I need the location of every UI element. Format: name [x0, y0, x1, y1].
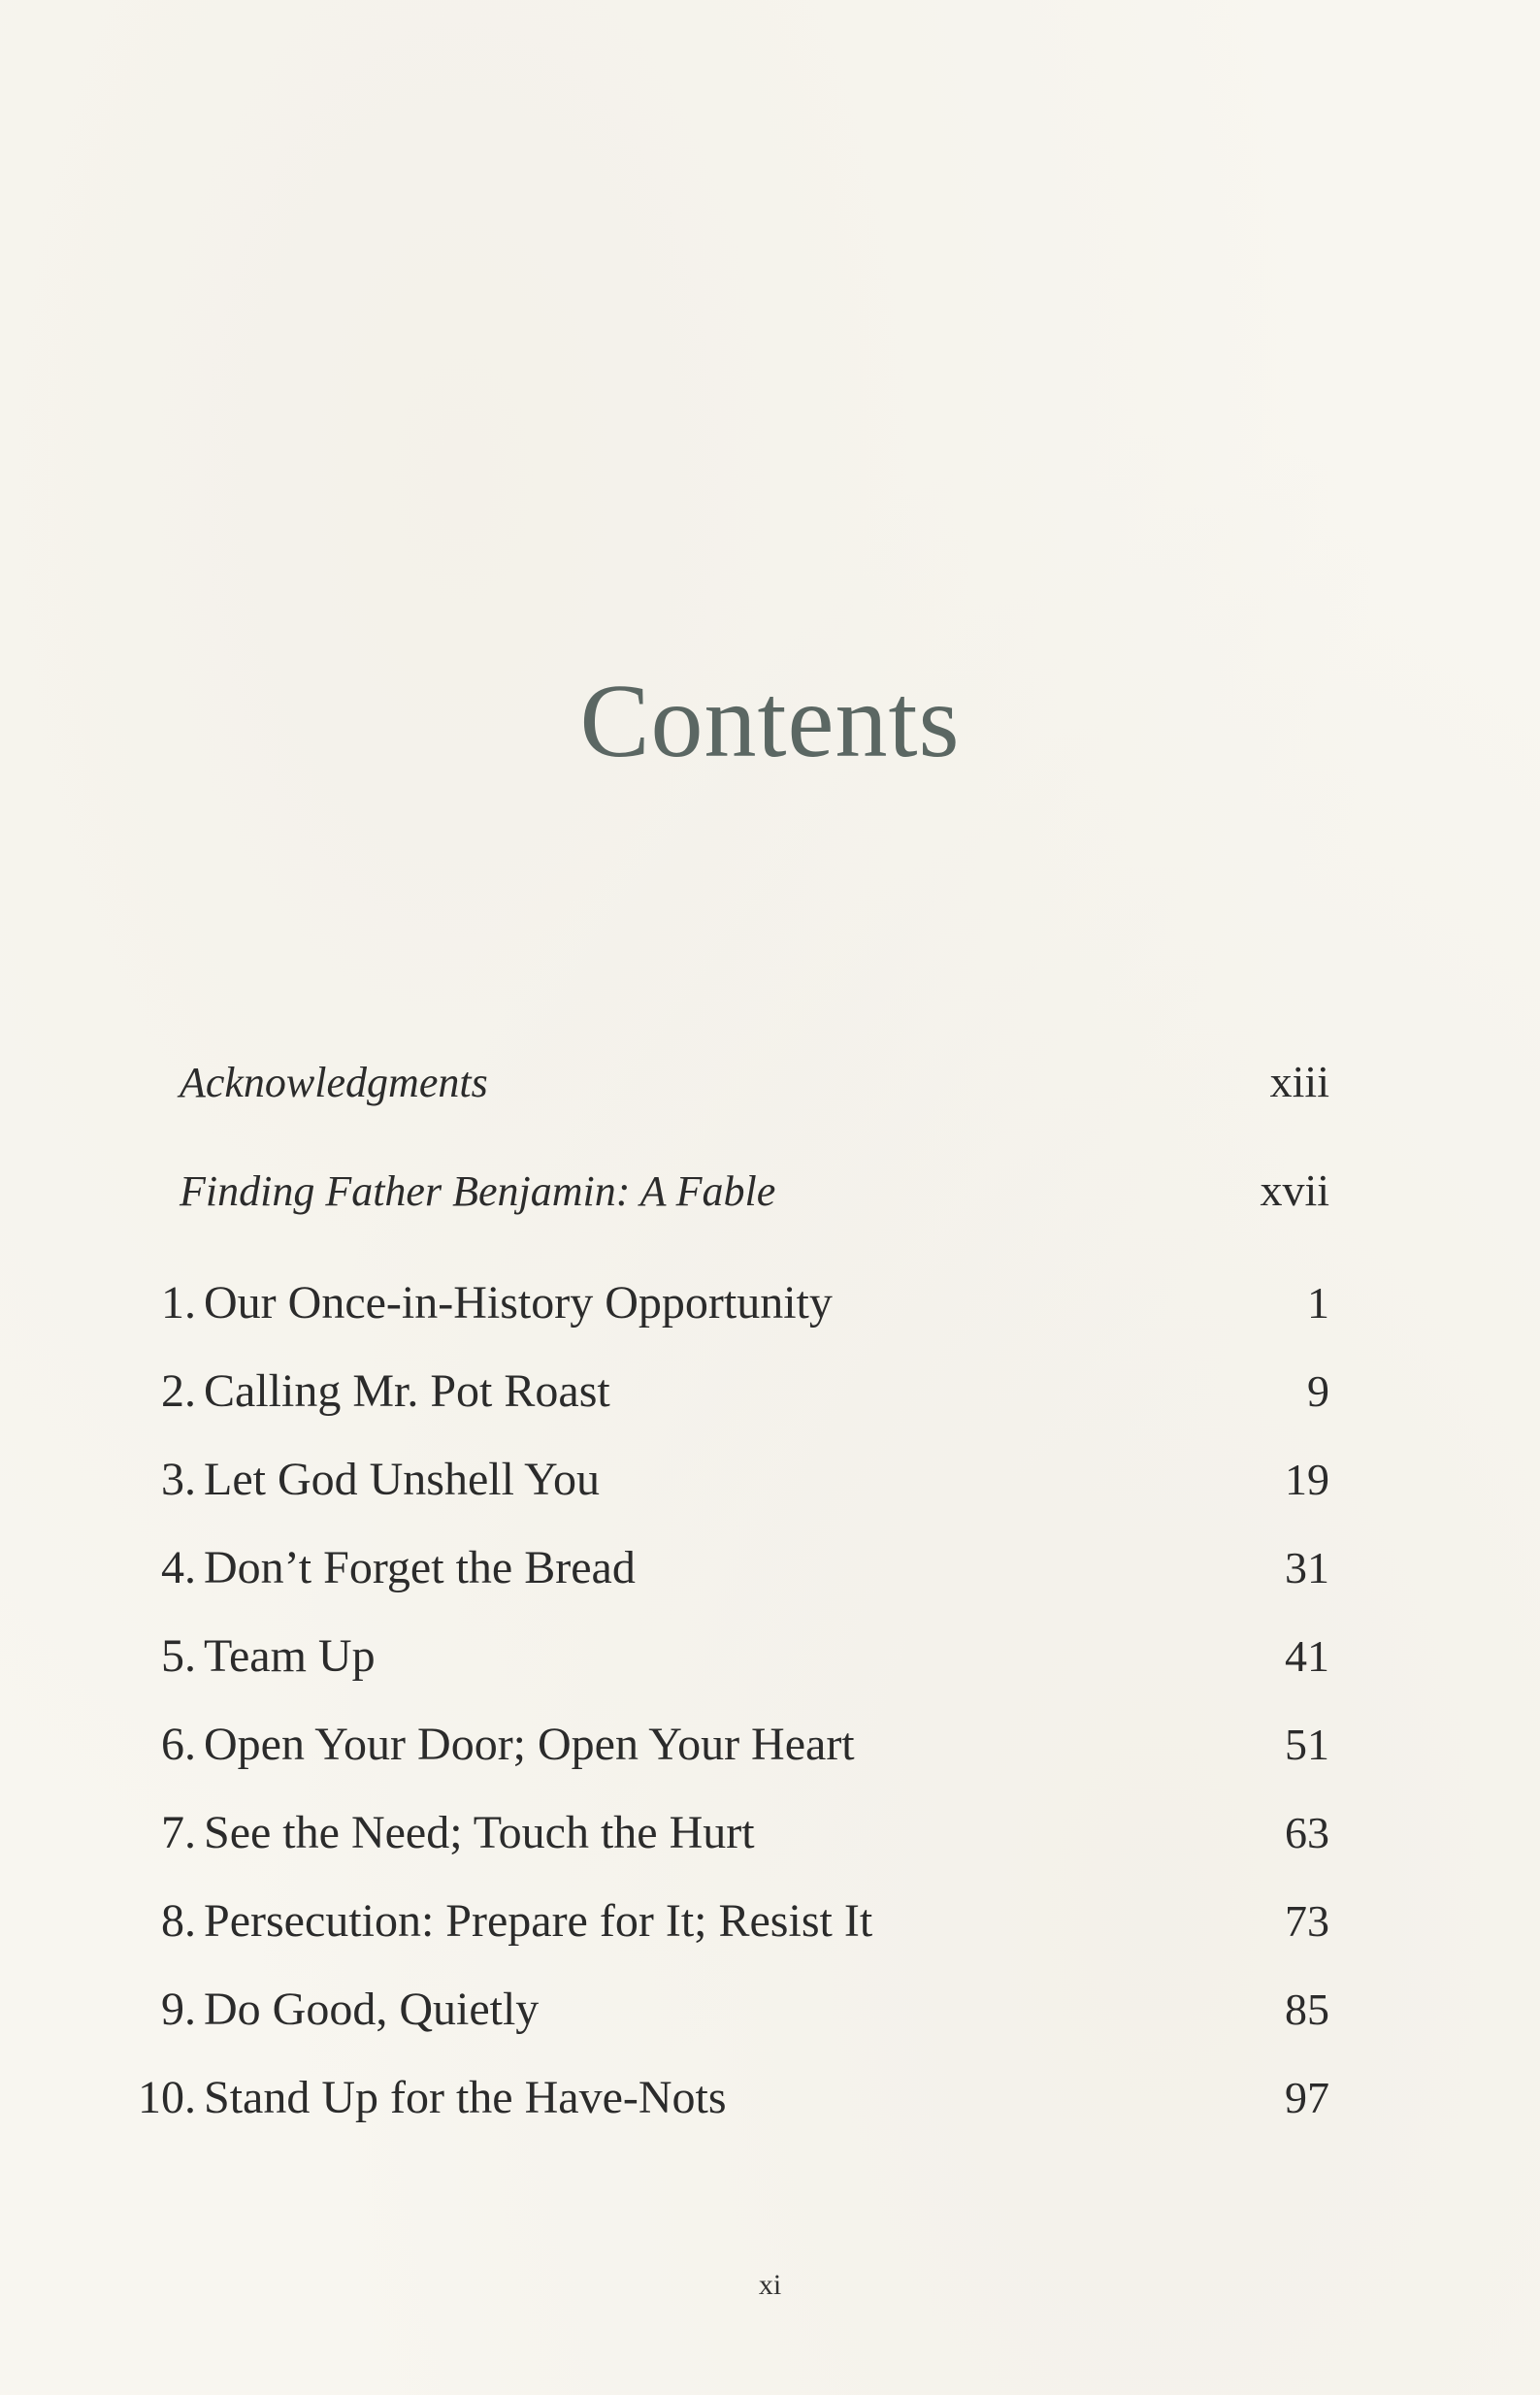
toc-chapter-number: 1. — [161, 1277, 196, 1329]
toc-entry-page: 41 — [1285, 1631, 1329, 1681]
toc-entry-chapter-9[interactable] — [126, 1981, 1329, 2039]
toc-chapter-number: 6. — [161, 1719, 196, 1770]
toc-entry-acknowledgments[interactable] — [180, 1053, 1329, 1111]
toc-entry-chapter-4[interactable] — [126, 1539, 1329, 1597]
toc-entry-label: Do Good, Quietly — [204, 1984, 540, 2035]
toc-entry-label: Open Your Door; Open Your Heart — [204, 1719, 855, 1770]
toc-entry-page: 9 — [1307, 1366, 1329, 1416]
toc-entry-fable[interactable] — [180, 1162, 1329, 1220]
toc-entry-page: 19 — [1285, 1455, 1329, 1504]
toc-entry-page: xiii — [1269, 1057, 1329, 1106]
toc-entry-page: 97 — [1285, 2073, 1329, 2122]
toc-entry-chapter-6[interactable] — [126, 1716, 1329, 1774]
page-title: Contents — [579, 664, 961, 779]
page-folio: xi — [758, 2269, 782, 2301]
toc-entry-chapter-10[interactable] — [126, 2069, 1329, 2127]
toc-chapter-number: 4. — [161, 1542, 196, 1593]
toc-entry-label: Persecution: Prepare for It; Resist It — [204, 1895, 873, 1947]
toc-chapter-number: 9. — [161, 1984, 196, 2035]
toc-entry-page: xvii — [1260, 1165, 1329, 1215]
toc-chapter-number: 8. — [161, 1895, 196, 1947]
toc-entry-page: 1 — [1307, 1278, 1329, 1328]
toc-entry-label: Calling Mr. Pot Roast — [204, 1365, 610, 1417]
toc-entry-label: See the Need; Touch the Hurt — [204, 1807, 755, 1858]
toc-chapter-number: 5. — [161, 1630, 196, 1682]
toc-entry-label: Finding Father Benjamin: A Fable — [180, 1167, 776, 1215]
toc-chapter-number: 2. — [161, 1365, 196, 1417]
toc-entry-page: 85 — [1285, 1985, 1329, 2034]
toc-entry-label: Team Up — [204, 1630, 376, 1682]
toc-entry-page: 73 — [1285, 1896, 1329, 1946]
toc-entry-page: 51 — [1285, 1720, 1329, 1769]
toc-entry-page: 31 — [1285, 1543, 1329, 1592]
toc-entry-label: Our Once-in-History Opportunity — [204, 1277, 833, 1329]
toc-entry-label: Acknowledgments — [180, 1059, 488, 1106]
toc-entry-chapter-1[interactable] — [126, 1274, 1329, 1332]
toc-entry-label: Let God Unshell You — [204, 1454, 601, 1505]
toc-entry-chapter-3[interactable] — [126, 1451, 1329, 1509]
toc-entry-page: 63 — [1285, 1808, 1329, 1857]
toc-entry-chapter-5[interactable] — [126, 1627, 1329, 1686]
toc-chapter-number: 10. — [138, 2072, 196, 2123]
toc-entry-chapter-2[interactable] — [126, 1362, 1329, 1421]
toc-chapter-number: 3. — [161, 1454, 196, 1505]
toc-entry-chapter-7[interactable] — [126, 1804, 1329, 1862]
toc-chapter-number: 7. — [161, 1807, 196, 1858]
toc-entry-label: Don’t Forget the Bread — [204, 1542, 636, 1593]
toc-entry-chapter-8[interactable] — [126, 1892, 1329, 1951]
toc-entry-label: Stand Up for the Have-Nots — [204, 2072, 727, 2123]
